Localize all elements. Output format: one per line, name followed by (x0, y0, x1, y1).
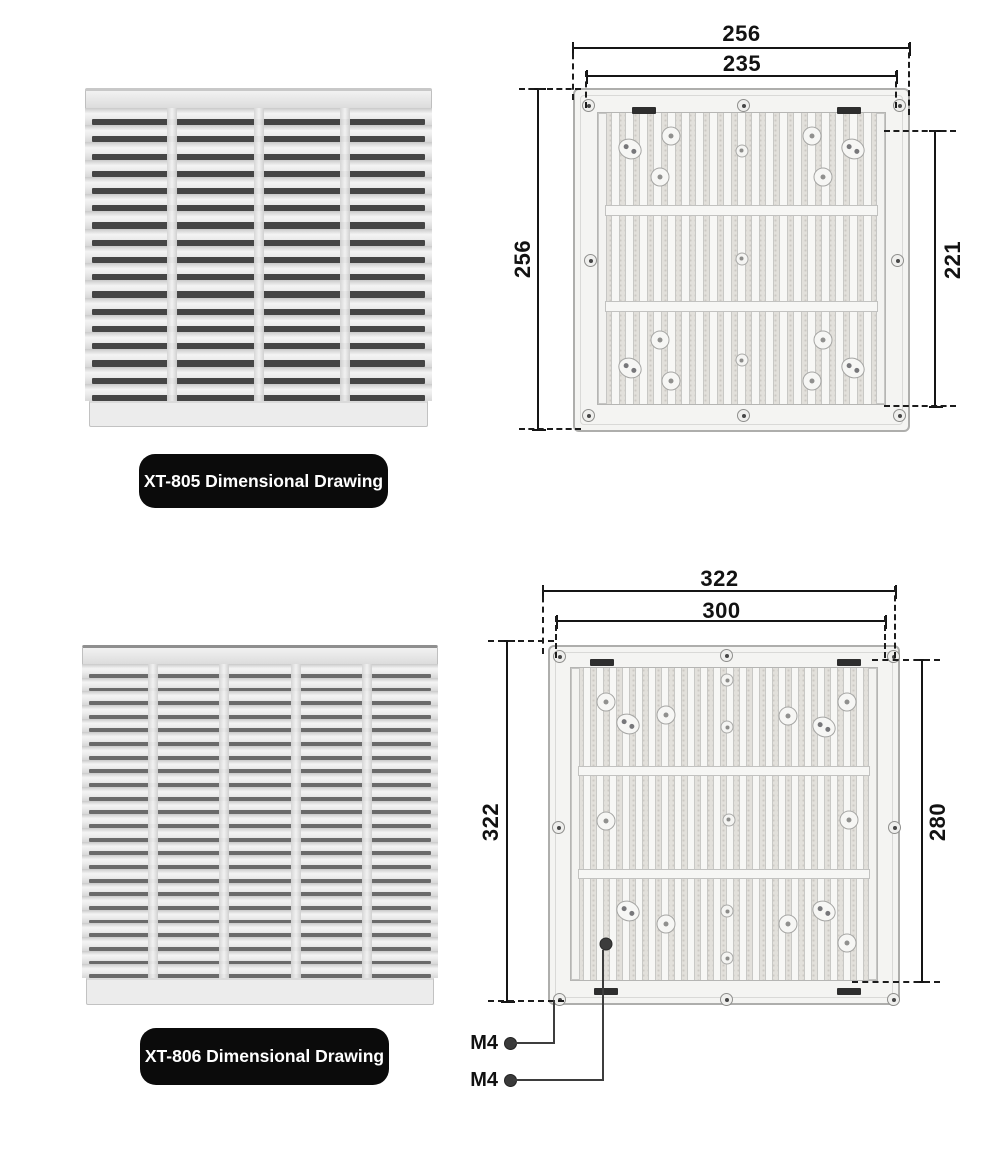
louver-slat (82, 869, 438, 883)
filter-panel (570, 667, 878, 981)
filter-clip-small (721, 952, 734, 965)
louver-slat (82, 719, 438, 733)
louver-area (82, 664, 438, 978)
dim-806-outer-width: 322 (700, 566, 739, 591)
louver-slat (82, 801, 438, 815)
filter-clip-plain (840, 810, 859, 829)
louver-slat (82, 951, 438, 965)
extension-line (555, 616, 557, 658)
screw-hole (582, 409, 595, 422)
extension-line (908, 43, 910, 115)
xt806-rear-drawing (548, 645, 900, 1005)
grille-bottom-base (86, 978, 434, 1005)
extension-line (542, 586, 544, 654)
screw-hole (720, 649, 733, 662)
grid-side-rail (571, 668, 580, 980)
grid-side-rail (868, 668, 877, 980)
leader-line (553, 1000, 555, 1044)
filter-clip-plain (656, 705, 675, 724)
filter-clip-plain (596, 693, 615, 712)
louver-column-divider (340, 108, 350, 401)
filter-clip-dark (600, 938, 613, 951)
louver-column-divider (219, 664, 229, 978)
filter-clip-plain (802, 127, 821, 146)
louver-slat (82, 842, 438, 856)
dim-line-806-inner-height (921, 660, 923, 982)
filter-clip-plain (779, 707, 798, 726)
filter-clip-small (722, 813, 735, 826)
filter-clip-small (735, 354, 748, 367)
leader-line (513, 1079, 604, 1081)
filter-clip-plain (656, 914, 675, 933)
louver-slat (82, 691, 438, 705)
xt805-rear-drawing (573, 88, 910, 432)
filter-clip-plain (838, 933, 857, 952)
dim-805-inner-width: 235 (722, 51, 762, 76)
grille-top-cap (82, 645, 438, 664)
grid-horizontal-rail (578, 869, 870, 879)
extension-line (852, 981, 940, 983)
screw-hole (891, 254, 904, 267)
callout-m4-filter-screw: M4 (470, 1069, 498, 1091)
filter-clip-plain (596, 811, 615, 830)
filter-clip-small (721, 721, 734, 734)
screw-hole (582, 99, 595, 112)
filter-clip-plain (779, 914, 798, 933)
screw-hole (893, 409, 906, 422)
screw-hole (888, 821, 901, 834)
filter-panel (597, 112, 886, 405)
louver-slat (82, 746, 438, 760)
retainer-clip-tab (632, 107, 656, 114)
dim-805-inner-height: 221 (940, 240, 965, 280)
retainer-clip-tab (837, 988, 861, 995)
louver-slat (82, 896, 438, 910)
filter-clip-plain (662, 371, 681, 390)
callout-m4-corner-screw: M4 (470, 1032, 498, 1054)
louver-slat (82, 705, 438, 719)
filter-clip-plain (650, 168, 669, 187)
extension-line (519, 428, 581, 430)
xt806-front-photo (82, 645, 438, 1005)
leader-line (513, 1042, 555, 1044)
xt805-label-text: XT-805 Dimensional Drawing (143, 470, 384, 491)
louver-area (85, 108, 432, 401)
screw-hole (887, 993, 900, 1006)
extension-line (895, 71, 897, 108)
extension-line (884, 130, 956, 132)
louver-slat (82, 964, 438, 978)
screw-hole (552, 821, 565, 834)
filter-clip-plain (814, 168, 833, 187)
louver-slat (82, 732, 438, 746)
extension-line (572, 43, 574, 100)
extension-line (519, 88, 581, 90)
filter-clip-small (721, 674, 734, 687)
extension-line (872, 659, 940, 661)
grille-bottom-base (89, 401, 428, 427)
filter-clip-plain (814, 330, 833, 349)
dim-line-805-inner-height (934, 131, 936, 407)
retainer-clip-tab (837, 659, 861, 666)
louver-slat (82, 923, 438, 937)
grid-horizontal-rail (578, 766, 870, 776)
retainer-clip-tab (837, 107, 861, 114)
louver-slat (82, 910, 438, 924)
grille-top-cap (85, 88, 432, 108)
louver-slat (82, 937, 438, 951)
filter-clip-plain (838, 693, 857, 712)
grid-horizontal-rail (605, 205, 878, 216)
louver-column-divider (167, 108, 177, 401)
louver-slat (82, 760, 438, 774)
xt805-front-photo (85, 88, 432, 427)
extension-line (585, 71, 587, 108)
filter-clip-small (735, 252, 748, 265)
screw-hole (720, 993, 733, 1006)
retainer-clip-tab (594, 988, 618, 995)
filter-clip-plain (802, 371, 821, 390)
louver-column-divider (254, 108, 264, 401)
louver-slat (82, 678, 438, 692)
dim-line-806-outer-height (506, 641, 508, 1002)
louver-slat (82, 855, 438, 869)
dim-line-806-outer-width (543, 590, 896, 592)
xt806-label-text: XT-806 Dimensional Drawing (144, 1046, 385, 1066)
dim-806-inner-height: 280 (925, 802, 950, 842)
filter-clip-plain (662, 127, 681, 146)
extension-line (884, 616, 886, 658)
xt805-label-pill (139, 454, 388, 508)
dim-line-805-outer-height (537, 89, 539, 430)
dim-805-outer-height: 256 (510, 239, 535, 279)
dim-line-805-inner-width (587, 75, 897, 77)
filter-clip-plain (650, 330, 669, 349)
dim-line-805-outer-width (573, 47, 910, 49)
xt806-label-pill (140, 1028, 389, 1085)
dim-line-806-inner-width (557, 620, 886, 622)
extension-line (894, 586, 896, 658)
extension-line (884, 405, 956, 407)
grid-horizontal-rail (605, 301, 878, 312)
louver-slat (82, 828, 438, 842)
louver-column-divider (148, 664, 158, 978)
louver-slat (82, 883, 438, 897)
grid-side-rail (876, 113, 885, 404)
screw-hole (584, 254, 597, 267)
louver-slat (82, 814, 438, 828)
dim-806-inner-width: 300 (702, 598, 741, 623)
filter-clip-small (735, 144, 748, 157)
dim-806-outer-height: 322 (478, 802, 503, 842)
filter-clip-small (721, 905, 734, 918)
screw-hole (737, 409, 750, 422)
louver-column-divider (362, 664, 372, 978)
leader-line (602, 950, 604, 1081)
extension-line (488, 640, 554, 642)
grid-side-rail (598, 113, 607, 404)
dim-805-outer-width: 256 (722, 21, 761, 46)
louver-slat (82, 787, 438, 801)
louver-column-divider (291, 664, 301, 978)
louver-slat (82, 773, 438, 787)
retainer-clip-tab (590, 659, 614, 666)
screw-hole (737, 99, 750, 112)
louver-slat (82, 664, 438, 678)
